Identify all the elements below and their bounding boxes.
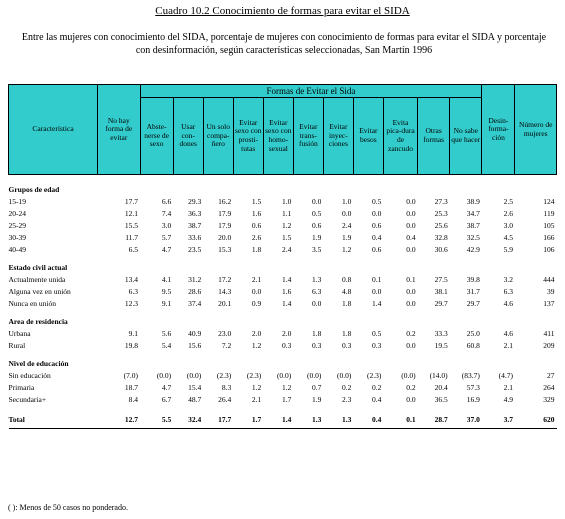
table-cell: 6.7: [161, 394, 172, 404]
table-row: [9, 196, 557, 208]
section-heading: Nivel de educación: [8, 358, 69, 368]
header-forma: Evitar sexo con homo-sexual: [263, 98, 293, 175]
table-title: Cuadro 10.2 Conocimiento de formas para evitar el SIDA: [155, 5, 410, 17]
table-cell: 6.3: [311, 286, 322, 296]
table-cell: 1.3: [323, 406, 353, 429]
table-cell: 4.8: [342, 286, 352, 296]
table-cell: 444: [543, 274, 555, 284]
table-cell: 5.9: [503, 244, 513, 254]
table-cell: 33.3: [434, 328, 448, 338]
table-cell: 0.6: [372, 220, 382, 230]
table-cell: 32.8: [434, 232, 448, 242]
table-row: [9, 406, 557, 429]
table-row: [9, 286, 557, 298]
table-cell: 15.3: [218, 244, 232, 254]
table-cell: 5.5: [140, 406, 173, 429]
header-forma: No sabe que hacer: [450, 98, 482, 175]
table-cell: 0.1: [406, 274, 416, 284]
section-heading: Area de residencia: [8, 316, 68, 326]
table-cell: 1.5: [281, 232, 292, 242]
table-cell: 0.0: [311, 298, 322, 308]
row-label: 15-19: [8, 196, 26, 206]
table-cell: 0.0: [406, 298, 416, 308]
table-cell: 1.4: [263, 406, 293, 429]
table-cell: 0.0: [406, 208, 416, 218]
table-cell: 16.2: [218, 196, 232, 206]
table-cell: 329: [543, 394, 555, 404]
table-cell: 37.4: [188, 298, 202, 308]
header-forma: Usar con-dones: [173, 98, 203, 175]
table-cell: 14.3: [218, 286, 232, 296]
table-cell: 2.1: [251, 394, 262, 404]
table-cell: 37.0: [450, 406, 482, 429]
table-cell: 12.1: [124, 208, 139, 218]
table-cell: 1.4: [281, 274, 292, 284]
table-cell: 29.7: [466, 298, 480, 308]
table-cell: 119: [543, 208, 555, 218]
row-label: Primaria: [8, 382, 35, 392]
table-cell: 1.2: [251, 382, 262, 392]
table-cell: (2.3): [246, 370, 262, 380]
table-cell: 0.0: [406, 244, 416, 254]
table-cell: 4.6: [503, 328, 513, 338]
table-cell: 4.5: [503, 232, 513, 242]
table-cell: 124: [543, 196, 555, 206]
table-cell: 38.7: [466, 220, 480, 230]
table-cell: 0.0: [342, 208, 352, 218]
table-cell: 2.5: [503, 196, 513, 206]
table-cell: 15.5: [124, 220, 139, 230]
header-numero-mujeres: Número de mujeres: [515, 85, 557, 175]
table-cell: 27.5: [434, 274, 448, 284]
table-cell: 48.7: [188, 394, 202, 404]
table-row: [9, 244, 557, 256]
row-label: 40-49: [8, 244, 26, 254]
table-cell: 16.9: [466, 394, 480, 404]
table-cell: 1.3: [293, 406, 323, 429]
table-body: [9, 175, 557, 429]
table-cell: 1.5: [251, 196, 262, 206]
table-row: [9, 340, 557, 352]
table-cell: 17.2: [218, 274, 232, 284]
table-cell: (14.0): [429, 370, 448, 380]
table-cell: 7.2: [221, 340, 232, 350]
table-cell: 1.0: [342, 196, 352, 206]
table-cell: 60.8: [466, 340, 480, 350]
table-cell: 4.9: [503, 394, 513, 404]
table-cell: 6.3: [128, 286, 139, 296]
table-cell: 264: [543, 382, 555, 392]
table-cell: 1.9: [342, 232, 352, 242]
row-label: Total: [9, 406, 98, 429]
table-cell: (0.0): [401, 370, 416, 380]
section-heading-row: [9, 175, 557, 197]
table-cell: 12.7: [98, 406, 140, 429]
table-cell: 2.1: [503, 382, 513, 392]
table-cell: 0.3: [342, 340, 352, 350]
header-forma: Evita pica-dura de zancudo: [383, 98, 417, 175]
table-cell: 23.5: [188, 244, 202, 254]
row-label: Actualmente unida: [8, 274, 66, 284]
table-cell: 19.8: [124, 340, 139, 350]
table-cell: 2.6: [503, 208, 513, 218]
section-heading: Grupos de edad: [8, 184, 60, 194]
table-cell: 2.4: [342, 220, 352, 230]
table-cell: 42.9: [466, 244, 480, 254]
table-cell: 17.7: [203, 406, 233, 429]
table-cell: 9.1: [161, 298, 172, 308]
data-table: [8, 84, 557, 429]
table-cell: 57.3: [466, 382, 480, 392]
row-label: Alguna vez en unión: [8, 286, 71, 296]
row-label: Nunca en unión: [8, 298, 56, 308]
section-heading-row: [9, 352, 557, 370]
table-cell: 1.9: [311, 232, 322, 242]
table-cell: (0.0): [306, 370, 322, 380]
table-cell: 0.3: [372, 340, 382, 350]
table-cell: (4.7): [498, 370, 513, 380]
table-row: [9, 382, 557, 394]
table-cell: (7.0): [123, 370, 139, 380]
table-cell: 1.4: [372, 298, 382, 308]
table-cell: 2.6: [251, 232, 262, 242]
table-cell: (2.3): [367, 370, 382, 380]
table-cell: 36.5: [434, 394, 448, 404]
row-label: Secundaria+: [8, 394, 47, 404]
table-cell: 1.7: [233, 406, 263, 429]
table-cell: 2.1: [503, 340, 513, 350]
table-cell: 5.7: [161, 232, 172, 242]
table-cell: 1.8: [342, 328, 352, 338]
table-cell: 32.4: [173, 406, 203, 429]
header-forma: Evitar sexo con prosti-tutas: [233, 98, 263, 175]
table-cell: 25.3: [434, 208, 448, 218]
section-heading: Estado civil actual: [8, 262, 68, 272]
table-cell: 0.5: [311, 208, 322, 218]
table-cell: 0.1: [383, 406, 417, 429]
table-cell: (0.0): [156, 370, 172, 380]
table-cell: 3.2: [503, 274, 513, 284]
table-cell: 1.2: [281, 220, 292, 230]
table-cell: 106: [543, 244, 555, 254]
table-cell: 6.6: [161, 196, 172, 206]
row-label: 20-24: [8, 208, 26, 218]
table-cell: 32.5: [466, 232, 480, 242]
table-cell: 1.2: [251, 340, 262, 350]
table-cell: 8.3: [221, 382, 232, 392]
table-cell: 28.6: [188, 286, 202, 296]
table-cell: 0.4: [353, 406, 383, 429]
table-cell: 25.0: [466, 328, 480, 338]
table-cell: 0.0: [406, 340, 416, 350]
table-cell: 2.3: [342, 394, 352, 404]
table-cell: 13.4: [124, 274, 139, 284]
table-cell: 27.3: [434, 196, 448, 206]
table-cell: 0.4: [372, 394, 382, 404]
table-cell: 4.7: [161, 244, 172, 254]
table-cell: 40.9: [188, 328, 202, 338]
table-cell: 17.9: [218, 220, 232, 230]
table-row: [9, 208, 557, 220]
table-cell: 0.2: [406, 382, 416, 392]
table-row: [9, 394, 557, 406]
table-cell: 8.4: [128, 394, 139, 404]
table-row: [9, 328, 557, 340]
table-cell: 2.0: [281, 328, 292, 338]
table-cell: 0.0: [406, 286, 416, 296]
table-cell: 0.8: [342, 274, 352, 284]
table-cell: 6.3: [503, 286, 513, 296]
table-cell: 1.6: [281, 286, 292, 296]
table-cell: 18.7: [124, 382, 139, 392]
table-cell: 26.4: [218, 394, 232, 404]
table-cell: 2.4: [281, 244, 292, 254]
table-cell: 1.8: [251, 244, 262, 254]
table-cell: 0.5: [372, 328, 382, 338]
header-no-hay-forma: No hay forma de evitar: [98, 85, 140, 175]
section-heading-row: [9, 310, 557, 328]
table-cell: 0.3: [311, 340, 322, 350]
table-cell: 1.0: [281, 196, 292, 206]
table-cell: 17.9: [218, 208, 232, 218]
table-cell: 0.0: [406, 394, 416, 404]
table-cell: 0.0: [311, 196, 322, 206]
header-forma: Evitar trans-fusión: [293, 98, 323, 175]
table-subtitle: Entre las mujeres con conocimiento del SIDA, porcentaje de mujeres con conocimiento de formas para evitar el SIDA y porcentaje con desinformación, según características seleccionadas, San Martín 1996: [21, 32, 547, 56]
table-cell: (0.0): [337, 370, 352, 380]
table-cell: 9.5: [161, 286, 172, 296]
header-desinformacion: Desin-forma-ción: [482, 85, 515, 175]
table-cell: 0.0: [372, 286, 382, 296]
table-cell: 0.6: [372, 244, 382, 254]
table-cell: 4.1: [161, 274, 172, 284]
row-label: Sin educación: [8, 370, 51, 380]
table-cell: 1.3: [311, 274, 322, 284]
table-cell: 5.6: [161, 328, 172, 338]
table-cell: 1.1: [281, 208, 292, 218]
table-cell: 1.8: [311, 328, 322, 338]
table-cell: 1.9: [311, 394, 322, 404]
table-cell: 1.2: [281, 382, 292, 392]
table-cell: 209: [543, 340, 555, 350]
header-caracteristica: Característica: [9, 85, 98, 175]
table-cell: (0.0): [186, 370, 202, 380]
table-cell: 1.8: [342, 298, 352, 308]
table-cell: 0.9: [251, 298, 262, 308]
table-cell: 0.0: [372, 208, 382, 218]
table-cell: 33.6: [188, 232, 202, 242]
table-cell: 0.2: [372, 382, 382, 392]
table-cell: 3.7: [482, 406, 515, 429]
header-forma: Evitar besos: [353, 98, 383, 175]
table-cell: 0.4: [372, 232, 382, 242]
table-cell: 25.6: [434, 220, 448, 230]
table-cell: 15.6: [188, 340, 202, 350]
table-cell: 1.4: [281, 298, 292, 308]
table-cell: (2.3): [216, 370, 232, 380]
table-cell: 4.7: [161, 382, 172, 392]
table-cell: 39.8: [466, 274, 480, 284]
table-cell: 620: [515, 406, 557, 429]
table-row: [9, 274, 557, 286]
section-heading-row: [9, 256, 557, 274]
table-cell: 3.5: [311, 244, 322, 254]
header-forma: Evitar inyec-ciones: [323, 98, 353, 175]
table-cell: 20.1: [218, 298, 232, 308]
table-cell: 38.9: [466, 196, 480, 206]
table-cell: 31.2: [188, 274, 202, 284]
table-cell: (0.0): [276, 370, 292, 380]
header-forma: Un solo compa-ñero: [203, 98, 233, 175]
table-row: [9, 220, 557, 232]
table-cell: 1.7: [281, 394, 292, 404]
table-cell: 38.7: [188, 220, 202, 230]
table-cell: 2.0: [251, 328, 262, 338]
table-cell: 0.5: [372, 196, 382, 206]
table-cell: 0.0: [406, 220, 416, 230]
table-cell: (83.7): [461, 370, 480, 380]
table-cell: 38.1: [434, 286, 448, 296]
table-cell: 0.2: [406, 328, 416, 338]
table-cell: 19.5: [434, 340, 448, 350]
table-cell: 0.7: [311, 382, 322, 392]
table-cell: 39: [547, 286, 555, 296]
header-forma: Otras formas: [418, 98, 450, 175]
table-cell: 0.4: [406, 232, 416, 242]
table-cell: 12.3: [124, 298, 139, 308]
table-cell: 0.0: [406, 196, 416, 206]
table-cell: 11.7: [125, 232, 139, 242]
header-forma: Abste-nerse de sexo: [140, 98, 173, 175]
table-row: [9, 298, 557, 310]
row-label: 30-39: [8, 232, 26, 242]
table-cell: 20.4: [434, 382, 448, 392]
table-cell: 28.7: [418, 406, 450, 429]
table-cell: 105: [543, 220, 555, 230]
row-label: 25-29: [8, 220, 26, 230]
table-row: [9, 232, 557, 244]
table-cell: 15.4: [188, 382, 202, 392]
table-cell: 31.7: [466, 286, 480, 296]
table-cell: 0.6: [251, 220, 262, 230]
table-cell: 17.7: [124, 196, 139, 206]
table-cell: 4.6: [503, 298, 513, 308]
table-cell: 29.3: [188, 196, 202, 206]
header-formas-group: Formas de Evitar el Sida: [140, 85, 482, 98]
table-cell: 34.7: [466, 208, 480, 218]
table-cell: 7.4: [161, 208, 172, 218]
table-cell: 0.2: [342, 382, 352, 392]
footnote: ( ): Menos de 50 casos no ponderado.: [8, 503, 128, 512]
table-cell: 1.2: [342, 244, 352, 254]
row-label: Urbana: [8, 328, 31, 338]
table-cell: 0.1: [372, 274, 382, 284]
table-cell: 166: [543, 232, 555, 242]
table-cell: 0.6: [311, 220, 322, 230]
table-cell: 3.0: [161, 220, 172, 230]
table-cell: 20.0: [218, 232, 232, 242]
table-cell: 3.0: [503, 220, 513, 230]
table-cell: 1.6: [251, 208, 262, 218]
table-cell: 0.3: [281, 340, 292, 350]
table-row: [9, 370, 557, 382]
row-label: Rural: [8, 340, 26, 350]
table-cell: 411: [543, 328, 555, 338]
table-cell: 27: [547, 370, 555, 380]
table-cell: 6.5: [128, 244, 139, 254]
table-cell: 30.6: [434, 244, 448, 254]
table-cell: 5.4: [161, 340, 172, 350]
table-cell: 2.1: [251, 274, 262, 284]
table-cell: 23.0: [218, 328, 232, 338]
table-cell: 137: [543, 298, 555, 308]
table-cell: 0.0: [251, 286, 262, 296]
table-cell: 9.1: [128, 328, 139, 338]
table-cell: 36.3: [188, 208, 202, 218]
table-header: [9, 85, 557, 175]
table-cell: 29.7: [434, 298, 448, 308]
